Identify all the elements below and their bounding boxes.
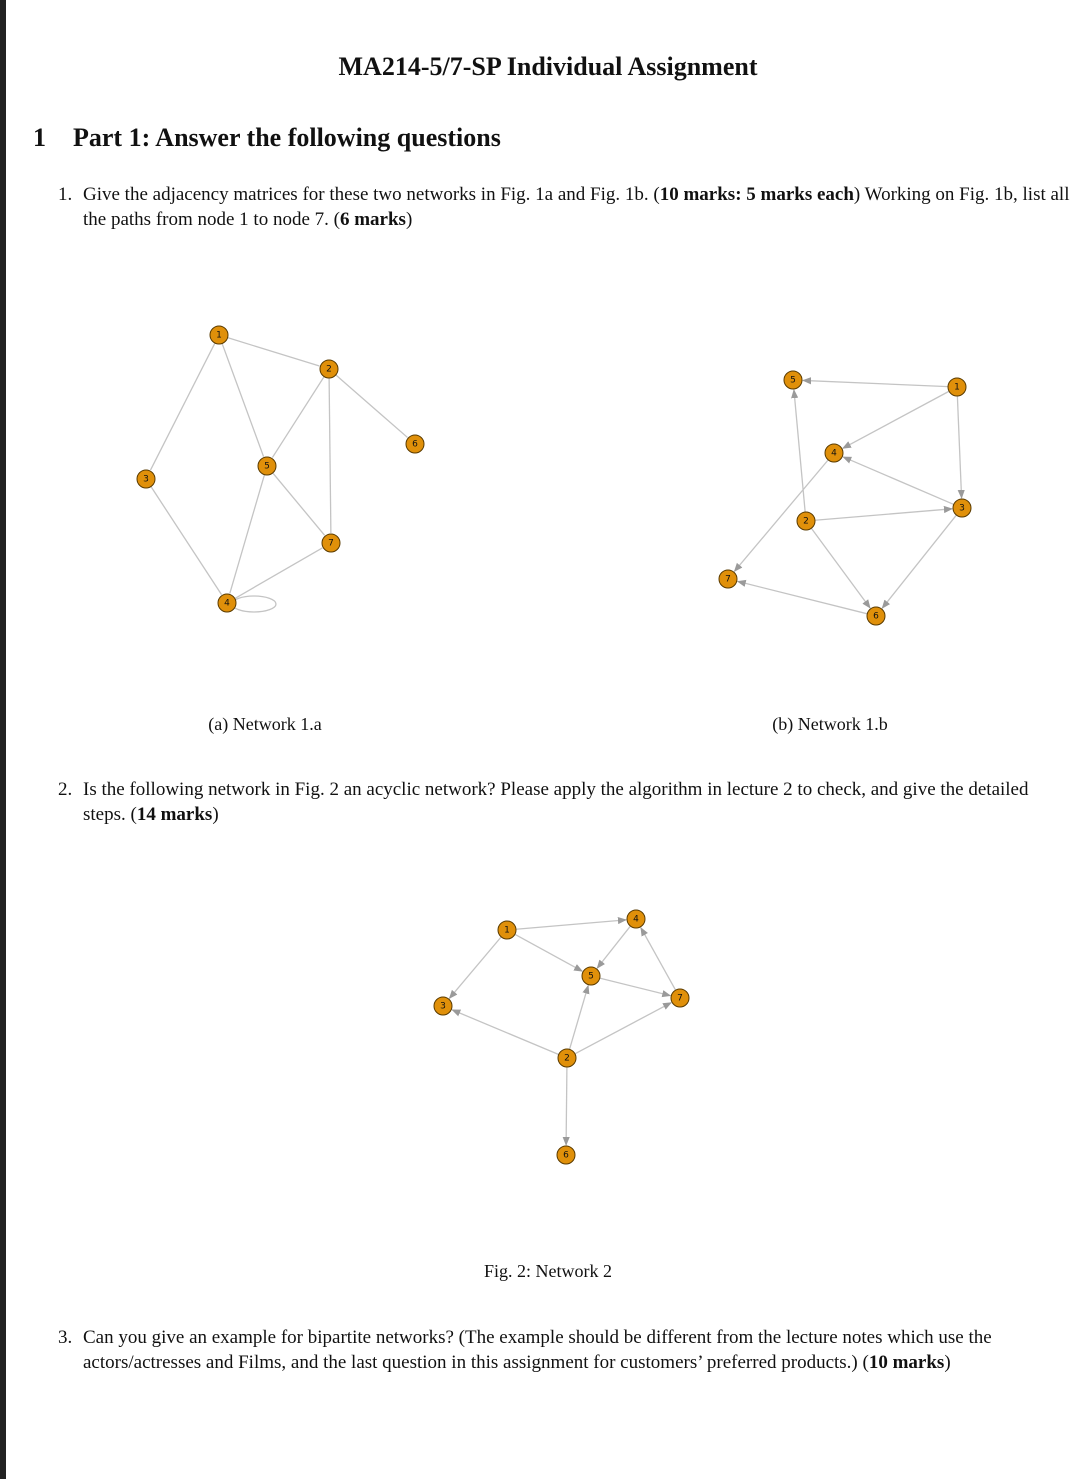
fig1a-edge-2-6 [336, 375, 408, 438]
question-2-number: 2. [58, 779, 73, 800]
fig1a-node-label-3: 3 [143, 474, 149, 485]
fig1b-edge-3-6 [882, 515, 956, 608]
fig1a-edge-1-5 [222, 343, 263, 456]
fig1b-edge-3-4 [843, 457, 954, 504]
question-3-number: 3. [58, 1327, 73, 1348]
fig1b-node-4 [825, 444, 843, 462]
fig2-node-2 [558, 1049, 576, 1067]
fig1b-node-label-6: 6 [873, 611, 879, 622]
fig1a-node-2 [320, 360, 338, 378]
fig2-edge-5-7 [600, 978, 671, 995]
caption-network-1b: (b) Network 1.b [772, 714, 888, 734]
fig1b-node-label-5: 5 [790, 375, 796, 386]
network-1a-graph [137, 326, 424, 612]
fig1a-node-label-2: 2 [326, 364, 332, 375]
fig1a-node-1 [210, 326, 228, 344]
network-1b-graph [719, 371, 971, 625]
fig2-edge-4-5 [597, 926, 630, 968]
fig2-node-1 [498, 921, 516, 939]
fig2-node-3 [434, 997, 452, 1015]
fig1a-edge-5-7 [273, 473, 325, 535]
fig1b-node-7 [719, 570, 737, 588]
fig2-node-label-7: 7 [677, 993, 683, 1004]
fig2-edge-1-3 [449, 937, 501, 998]
fig1a-edge-4-7 [235, 548, 323, 599]
fig1a-node-3 [137, 470, 155, 488]
page-title: MA214-5/7-SP Individual Assignment [338, 52, 758, 81]
fig1b-edge-2-6 [811, 528, 870, 608]
fig1b-edge-1-5 [803, 380, 948, 386]
fig1a-node-label-1: 1 [216, 330, 222, 341]
caption-network-1a: (a) Network 1.a [208, 714, 322, 734]
fig1b-node-label-7: 7 [725, 574, 731, 585]
fig1a-edge-4-4 [232, 596, 276, 612]
fig1b-node-6 [867, 607, 885, 625]
fig1a-edge-1-3 [151, 343, 215, 470]
fig1b-node-1 [948, 378, 966, 396]
fig1a-node-7 [322, 534, 340, 552]
fig2-node-4 [627, 910, 645, 928]
fig1a-node-6 [406, 435, 424, 453]
fig1a-edge-1-2 [228, 338, 320, 366]
fig2-node-label-4: 4 [633, 914, 639, 925]
question-3-text: Can you give an example for bipartite networks? (The example should be different from the lecture notes which use the actors/actresses and Films, and the last question in this assignment for customers’ preferred products.) (10 marks) [83, 1327, 992, 1373]
fig1b-node-3 [953, 499, 971, 517]
network-2-graph [434, 910, 689, 1164]
fig1a-node-4 [218, 594, 236, 612]
fig1a-edge-2-5 [272, 377, 324, 458]
fig1a-node-label-7: 7 [328, 538, 334, 549]
section-title: Part 1: Answer the following questions [73, 123, 501, 152]
fig2-node-label-6: 6 [563, 1150, 569, 1161]
fig1b-edge-6-7 [738, 581, 868, 613]
question-2-text: Is the following network in Fig. 2 an acyclic network? Please apply the algorithm in lecture 2 to check, and give the detailed steps. (14 marks) [83, 779, 1029, 825]
section-number: 1 [33, 123, 46, 152]
fig1b-edge-1-4 [843, 391, 949, 448]
fig2-node-7 [671, 989, 689, 1007]
fig2-edge-1-5 [515, 934, 582, 971]
fig2-node-label-5: 5 [588, 971, 594, 982]
fig1b-node-5 [784, 371, 802, 389]
fig1a-edge-3-4 [151, 487, 222, 595]
fig2-node-5 [582, 967, 600, 985]
fig1b-edge-4-7 [734, 460, 828, 571]
question-1-number: 1. [58, 184, 73, 205]
fig1b-node-label-3: 3 [959, 503, 965, 514]
question-1-text: Give the adjacency matrices for these two networks in Fig. 1a and Fig. 1b. (10 marks: 5 marks each) Working on Fig. 1b, list all the paths from node 1 to node 7. (6 marks) [83, 184, 1070, 230]
fig1b-node-2 [797, 512, 815, 530]
fig2-edge-2-6 [566, 1067, 567, 1145]
fig1a-node-label-5: 5 [264, 461, 270, 472]
fig1a-node-5 [258, 457, 276, 475]
caption-network-2: Fig. 2: Network 2 [484, 1261, 612, 1281]
fig1a-edge-2-7 [329, 378, 331, 533]
fig2-node-label-2: 2 [564, 1053, 570, 1064]
fig1b-node-label-2: 2 [803, 516, 809, 527]
fig1b-edge-2-3 [815, 509, 952, 520]
fig2-edge-2-3 [452, 1010, 558, 1055]
fig2-edge-2-5 [570, 986, 589, 1050]
fig2-node-6 [557, 1146, 575, 1164]
fig1b-edge-1-3 [957, 396, 961, 498]
fig2-edge-2-7 [575, 1003, 671, 1054]
fig1b-node-label-4: 4 [831, 448, 837, 459]
fig1b-node-label-1: 1 [954, 382, 960, 393]
fig1a-edge-5-4 [230, 475, 265, 594]
fig1a-node-label-4: 4 [224, 598, 230, 609]
fig2-node-label-1: 1 [504, 925, 510, 936]
fig1a-node-label-6: 6 [412, 439, 418, 450]
fig2-node-label-3: 3 [440, 1001, 446, 1012]
fig2-edge-1-4 [516, 920, 626, 929]
fig2-edge-7-4 [641, 928, 676, 990]
